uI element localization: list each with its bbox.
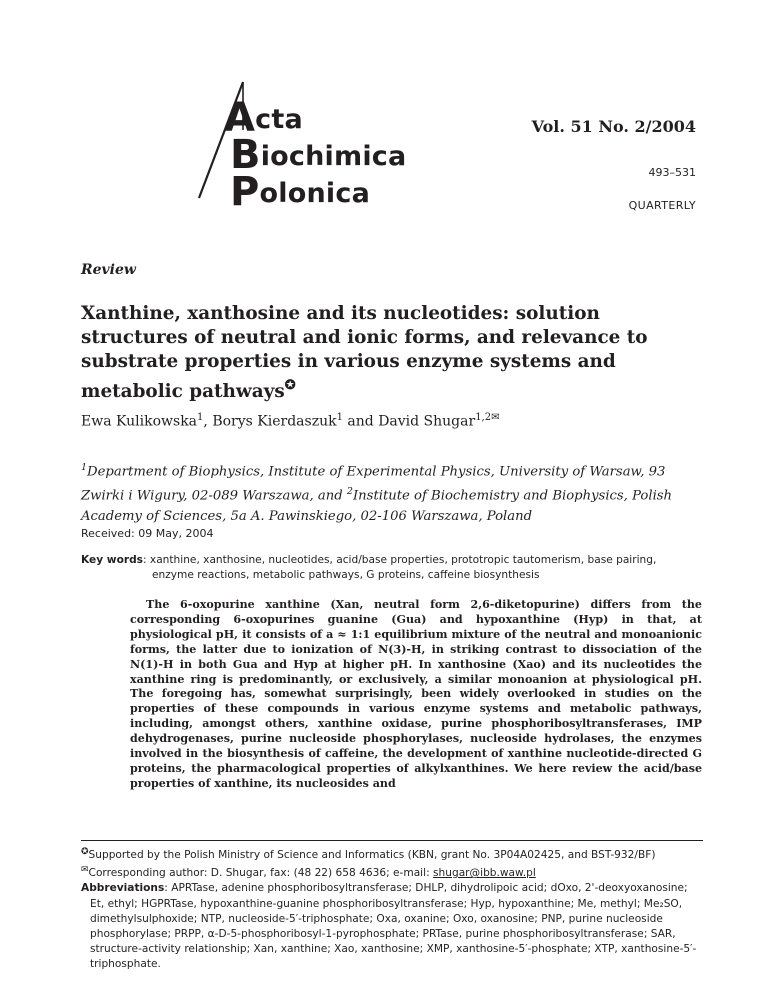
title-text: Xanthine, xanthosine and its nucleotides: solution structures of neutral and ionic forms, and relevance to substrate properties in various enzyme systems and metabolic pathways xyxy=(81,303,648,402)
envelope-icon: ✉ xyxy=(81,865,89,876)
keywords-line: enzyme reactions, metabolic pathways, G proteins, caffeine biosynthesis xyxy=(152,569,540,581)
funding-footnote: ✪Supported by the Polish Ministry of Science and Informatics (KBN, grant No. 3P04A02425, and BST-932/BF) xyxy=(81,847,656,861)
funding-mark-icon: ✪ xyxy=(81,847,89,857)
author-name: Borys Kierdaszuk xyxy=(212,413,337,430)
keywords: Key words: xanthine, xanthosine, nucleotides, acid/base properties, prototropic tautomerism, base pairing, enzyme reactions, metabolic pathways, G proteins, caffeine biosynthesis xyxy=(81,553,701,583)
abstract: The 6-oxopurine xanthine (Xan, neutral form 2,6-diketopurine) differs from the corresponding 6-oxopurines guanine (Gua) and hypoxanthine (Hyp) in that, at physiological pH, it consists of a ≈ 1:1 equilibrium mixture of the neutral and monoanionic forms, the latter due to ionization of N(3)-H, in striking contrast to dissociation of the N(1)-H in both Gua and Hyp at higher pH. In xanthosine (Xao) and its nucleotides the xanthine ring is predominantly, or exclusively, a similar monoanion at physiological pH. The foregoing has, somewhat surprisingly, been widely overlooked in studies on the properties of these compounds in various enzyme systems and metabolic pathways, including, amongst others, xanthine oxidase, purine phosphoribosyltransferases, IMP dehydrogenases, purine nucleoside phosphorylases, nucleoside hydrolases, the enzymes involved in the biosynthesis of caffeine, the development of xanthine nucleotide-directed G proteins, the pharmacological properties of alkylxanthines. We here review the acid/base properties of xanthine, its nucleosides and xyxy=(130,598,702,790)
author-separator: , xyxy=(203,413,213,430)
author-name: David Shugar xyxy=(378,413,476,430)
affiliation-mark: 1 xyxy=(81,462,88,473)
abbreviations-label: Abbreviations xyxy=(81,882,165,895)
logo-word-biochimica: Biochimica xyxy=(230,132,407,178)
issue-volume: Vol. 51 No. 2/2004 xyxy=(531,117,696,136)
author-separator: and xyxy=(342,413,379,430)
affiliation-mark: 2 xyxy=(346,486,353,498)
affiliations xyxy=(81,458,701,527)
author-affiliation-mark: 1 xyxy=(197,412,204,423)
footnotes xyxy=(81,845,703,973)
issue-frequency: QUARTERLY xyxy=(628,199,696,212)
author-list xyxy=(81,412,499,430)
corresponding-author-footnote: ✉Corresponding author: D. Shugar, fax: (48 22) 658 4636; e-mail: shugar@ibb.waw.pl xyxy=(81,865,536,880)
logo-word-acta: Acta xyxy=(224,95,303,141)
article-title xyxy=(81,302,701,404)
received-date: Received: 09 May, 2004 xyxy=(81,527,214,540)
keywords-label: Key words xyxy=(81,554,143,566)
abbreviations: Abbreviations: APRTase, adenine phosphoribosyltransferase; DHLP, dihydrolipoic acid; dOxo, 2'-deoxyoxanosine; Et, ethyl; HGPRTase, hypoxanthine-guanine phosphoribosyltransferase; Hyp, hypoxanthine; Me, methyl; Me₂SO, dimethylsulphoxide; NTP, nucleoside-5′-triphosphate; Oxa, oxanine; Oxo, oxanosine; PNP, purine nucleoside phosphorylase; PRPP, α-D-5-phosphoribosyl-1-pyrophosphate; PRTase, purine phosphoribosyltransferase; SAR, structure-activity relationship; Xan, xanthine; Xao, xanthosine; XMP, xanthosine-5′-phosphate; XTP, xanthosine-5′-triphosphate. xyxy=(81,882,697,971)
issue-pages: 493–531 xyxy=(648,166,696,179)
affiliation-text: Institute of Biochemistry and Biophysics, Polish Academy of Sciences, 5a A. Pawinskiego, 02-106 Warszawa, Poland xyxy=(81,488,673,524)
keywords-line: xanthine, xanthosine, nucleotides, acid/base properties, prototropic tautomerism, base pairing, xyxy=(149,554,657,566)
section-label: Review xyxy=(81,262,136,278)
author-affiliation-mark: 1 xyxy=(336,412,343,423)
footnote-divider xyxy=(81,840,703,841)
journal-logo xyxy=(196,78,407,215)
affiliation-text: Department of Biophysics, Institute of Experimental Physics, University of Warsaw, 93 Zwirki i Wigury, 02-089 Warszawa, and xyxy=(81,464,666,504)
funding-mark-icon: ✪ xyxy=(284,378,296,393)
author-affiliation-mark: 1,2✉ xyxy=(475,412,500,423)
author-name: Ewa Kulikowska xyxy=(81,413,198,430)
logo-word-polonica: Polonica xyxy=(230,169,370,215)
email-link[interactable]: shugar@ibb.waw.pl xyxy=(433,867,536,880)
